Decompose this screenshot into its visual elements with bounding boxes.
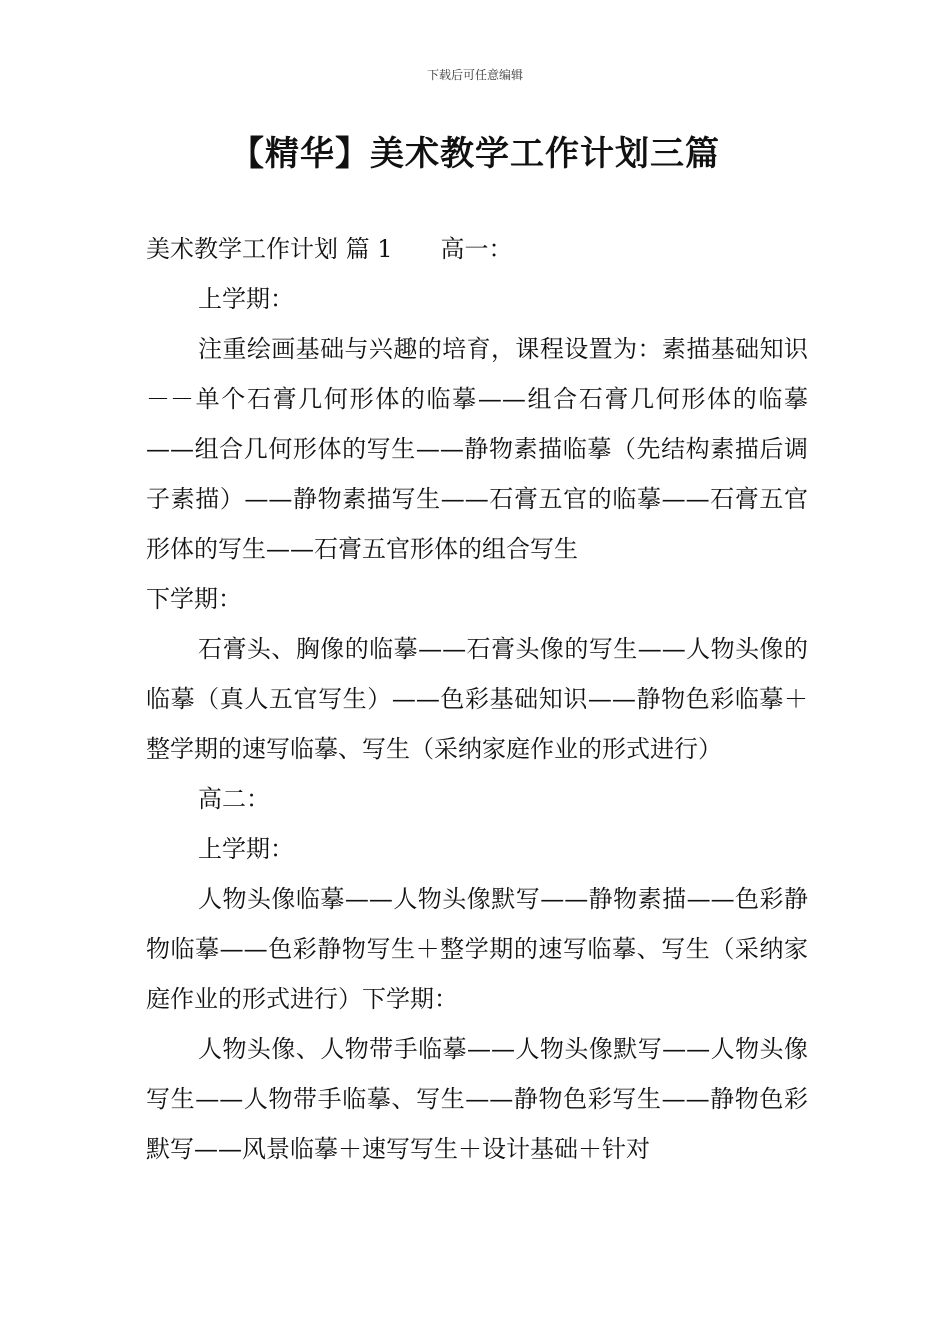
document-title: 【精华】美术教学工作计划三篇 (230, 134, 720, 174)
paragraph-3: 人物头像临摹——人物头像默写——静物素描——色彩静物临摹——色彩静物写生＋整学期的速写临摹、写生（采纳家庭作业的形式进行）下学期： (146, 885, 808, 1013)
semester-label-3: 上学期： (198, 835, 294, 863)
grade-label-2: 高二： (198, 785, 270, 813)
paragraph-2: 石膏头、胸像的临摹——石膏头像的写生——人物头像的临摹（真人五官写生）——色彩基础知识——静物色彩临摹＋整学期的速写临摹、写生（采纳家庭作业的形式进行） (146, 635, 808, 763)
header-note: 下载后可任意编辑 (426, 68, 523, 82)
first-line (146, 224, 808, 274)
paragraph-1: 注重绘画基础与兴趣的培育，课程设置为：素描基础知识－－单个石膏几何形体的临摹——组合石膏几何形体的临摹——组合几何形体的写生——静物素描临摹（先结构素描后调子素描）——静物素描写生——石膏五官的临摹——石膏五官形体的写生——石膏五官形体的组合写生 (146, 335, 808, 563)
document-body (146, 224, 808, 1174)
semester-label-1: 上学期： (198, 285, 294, 313)
semester-label-2: 下学期： (146, 585, 242, 613)
paragraph-4: 人物头像、人物带手临摹——人物头像默写——人物头像写生——人物带手临摹、写生——静物色彩写生——静物色彩默写——风景临摹＋速写写生＋设计基础＋针对 (146, 1035, 808, 1163)
grade-label-1: 高一： (440, 235, 513, 263)
plan-heading: 美术教学工作计划 篇 1 (146, 235, 393, 263)
